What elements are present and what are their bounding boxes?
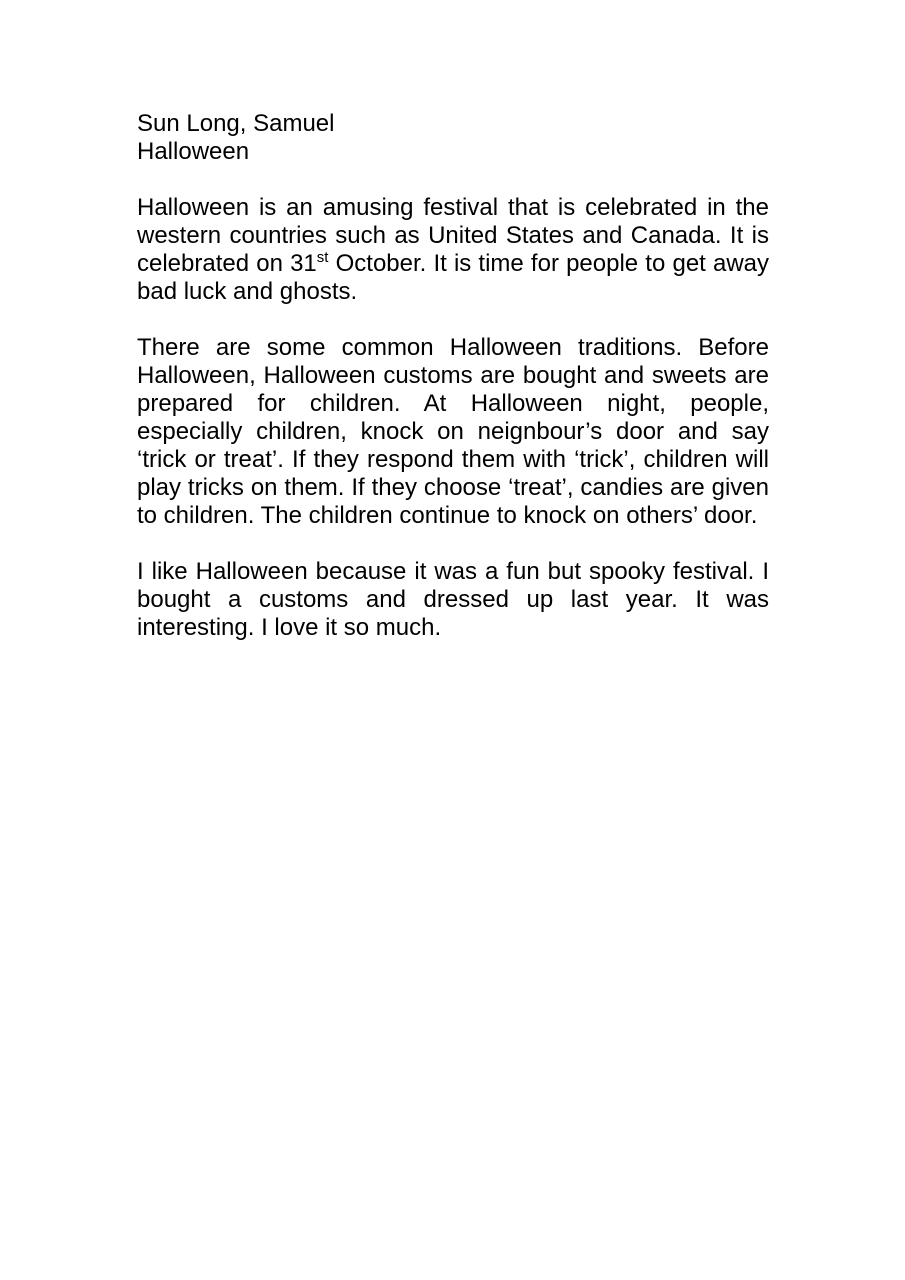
document-title: Halloween	[137, 138, 250, 165]
paragraph-traditions: There are some common Halloween traditions. Before Halloween, Halloween customs are bought and sweets are prepared for children. At Halloween night, people, especially children, knock on neignbour’s door and say ‘trick or treat’. If they respond them with ‘trick’, children will play tricks on them. If they choose ‘treat’, candies are given to children. The children continue to knock on others’ door.	[137, 334, 769, 529]
spacer	[137, 530, 769, 558]
spacer	[137, 306, 769, 334]
ordinal-suffix: st	[316, 249, 329, 266]
paragraph-intro-text-b: October. It is time for people to get away bad luck and ghosts.	[137, 250, 770, 305]
author-name: Sun Long, Samuel	[137, 110, 335, 137]
paragraph-opinion: I like Halloween because it was a fun but spooky festival. I bought a customs and dressed up last year. It was interesting. I love it so much.	[137, 558, 769, 641]
document-body	[137, 110, 769, 642]
paragraph-intro	[137, 194, 769, 306]
spacer	[137, 166, 769, 194]
paragraph-intro-text-a: Halloween is an amusing festival that is celebrated in the western countries such as United States and Canada. It is celebrated on 31	[137, 194, 769, 277]
